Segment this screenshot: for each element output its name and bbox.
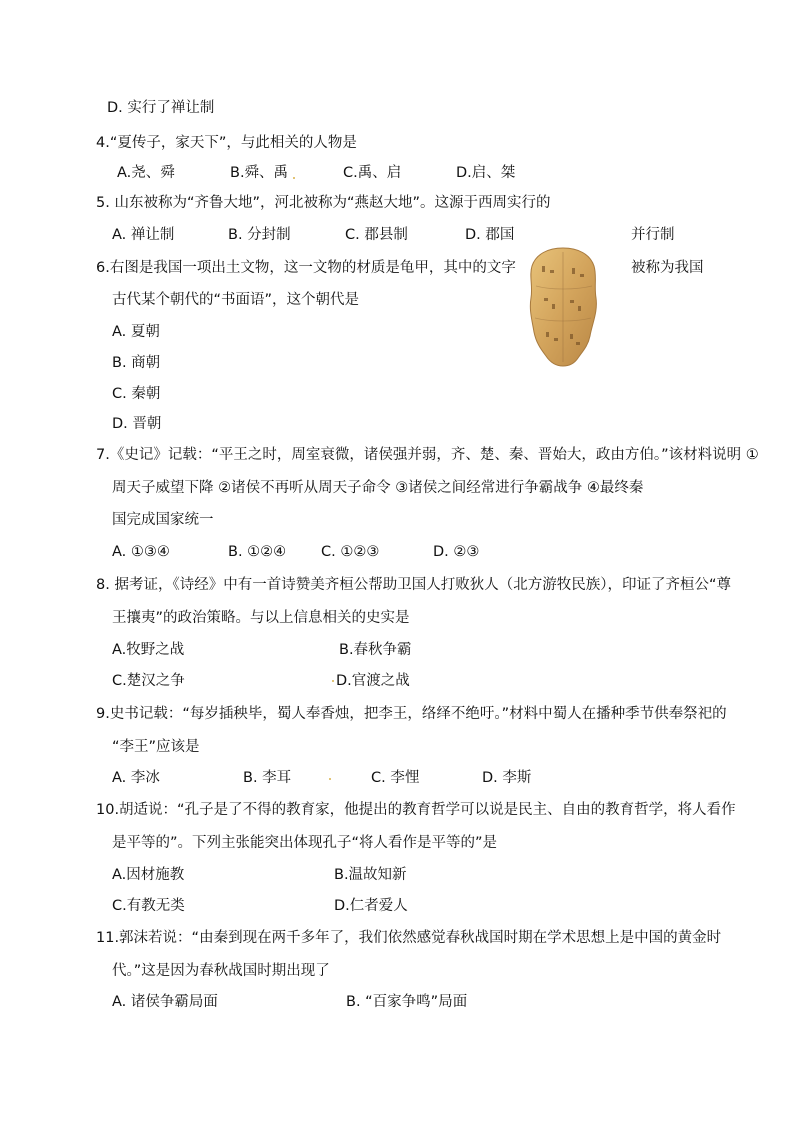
oracle-bone-image: [528, 246, 598, 368]
q5-option-d-cont: 并行制: [631, 227, 675, 243]
q7-option-d: D. ②③: [433, 544, 480, 560]
q6-option-d: D. 晋朝: [112, 416, 162, 432]
q11-option-b: B. “百家争鸣”局面: [346, 994, 468, 1010]
q8-stem-cont: 王攘夷”的政治策略。与以上信息相关的史实是: [112, 610, 410, 626]
q7-option-c: C. ①②③: [321, 544, 380, 560]
q6-option-a: A. 夏朝: [112, 324, 160, 340]
q4-option-d: D.启、桀: [456, 165, 516, 181]
q10-stem-cont: 是平等的”。下列主张能突出体现孔子“将人看作是平等的”是: [112, 835, 498, 851]
q6-option-c: C. 秦朝: [112, 386, 161, 402]
q4-option-b: B.舜、禹: [230, 165, 289, 181]
q4-option-c: C.禹、启: [343, 165, 402, 181]
q9-option-c: C. 李悝: [371, 770, 420, 786]
q5-option-a: A. 禅让制: [112, 227, 175, 243]
q8-stem: 8. 据考证，《诗经》中有一首诗赞美齐桓公帮助卫国人打败狄人（北方游牧民族），印证了齐桓公“尊: [96, 577, 731, 593]
q6-stem: 6.右图是我国一项出土文物，这一文物的材质是龟甲，其中的文字: [96, 260, 516, 276]
q8-option-b: B.春秋争霸: [339, 642, 412, 658]
q7-option-b: B. ①②④: [228, 544, 287, 560]
q9-option-a: A. 李冰: [112, 770, 160, 786]
q10-option-d: D.仁者爱人: [334, 898, 408, 914]
q9-option-b: B. 李耳: [243, 770, 292, 786]
speck-mark: [329, 778, 331, 780]
q10-option-c: C.有教无类: [112, 898, 185, 914]
q10-stem: 10.胡适说：“孔子是了不得的教育家，他提出的教育哲学可以说是民主、自由的教育哲学，将人看作: [96, 802, 736, 818]
q9-option-d: D. 李斯: [482, 770, 532, 786]
q9-stem-cont: “李王”应该是: [112, 739, 200, 755]
q11-stem: 11.郭沫若说：“由秦到现在两千多年了，我们依然感觉春秋战国时期在学术思想上是中国的黄金时: [96, 930, 722, 946]
q6-option-b: B. 商朝: [112, 355, 161, 371]
q4-stem: 4.“夏传子，家天下”，与此相关的人物是: [96, 135, 357, 151]
q10-option-b: B.温故知新: [334, 867, 407, 883]
q5-option-b: B. 分封制: [228, 227, 291, 243]
q7-stem-cont2: 国完成国家统一: [112, 512, 214, 528]
q10-option-a: A.因材施教: [112, 867, 185, 883]
q5-option-c: C. 郡县制: [345, 227, 408, 243]
q7-stem-cont: 周天子威望下降 ②诸侯不再听从周天子命令 ③诸侯之间经常进行争霸战争 ④最终秦: [112, 480, 644, 496]
q8-option-c: C.楚汉之争: [112, 673, 185, 689]
q8-option-d: D.官渡之战: [336, 673, 410, 689]
q7-option-a: A. ①③④: [112, 544, 170, 560]
q6-stem-right: 被称为我国: [631, 260, 704, 276]
q11-stem-cont: 代。”这是因为春秋战国时期出现了: [112, 963, 330, 979]
q6-stem-cont: 古代某个朝代的“书面语”，这个朝代是: [112, 292, 360, 308]
q3-option-d: D. 实行了禅让制: [107, 100, 215, 116]
q9-stem: 9.史书记载：“每岁插秧毕，蜀人奉香烛，把李王，络绎不绝吁。”材料中蜀人在播种季节供奉祭祀的: [96, 706, 727, 722]
q7-stem: 7.《史记》记载：“平王之时，周室衰微，诸侯强并弱，齐、楚、秦、晋始大，政由方伯。”该材料说明 ①: [96, 447, 759, 463]
q11-option-a: A. 诸侯争霸局面: [112, 994, 218, 1010]
q5-option-d: D. 郡国: [465, 227, 515, 243]
q8-option-a: A.牧野之战: [112, 642, 185, 658]
q5-stem: 5. 山东被称为“齐鲁大地”，河北被称为“燕赵大地”。这源于西周实行的: [96, 195, 551, 211]
q4-option-a: A.尧、舜: [117, 165, 175, 181]
speck-mark: [293, 177, 295, 179]
speck-mark: [332, 680, 334, 682]
